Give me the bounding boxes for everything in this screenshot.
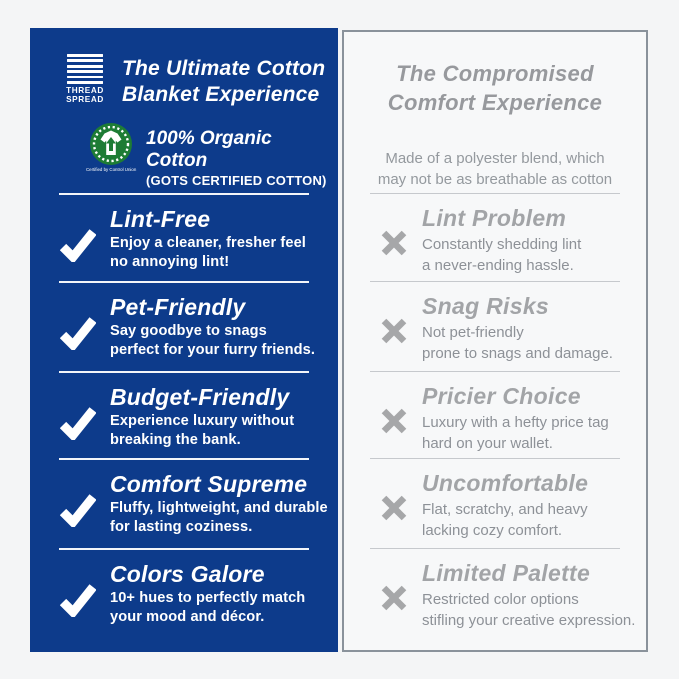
feature-body-line2: for lasting coziness. bbox=[110, 519, 253, 535]
drawback-section-snag-risks bbox=[344, 281, 646, 371]
feature-text bbox=[110, 292, 315, 360]
drawback-title: Lint Problem bbox=[422, 205, 567, 231]
organic-badge-row bbox=[88, 122, 338, 189]
gots-small-print: Certified by Control Union bbox=[86, 167, 137, 172]
drawback-row bbox=[344, 372, 646, 454]
feature-body-line1: Say goodbye to snags bbox=[110, 323, 267, 339]
checkmark-icon bbox=[60, 406, 96, 440]
drawback-text bbox=[422, 291, 613, 364]
gots-certified-subtitle: (GOTS CERTIFIED COTTON) bbox=[146, 173, 327, 188]
feature-text bbox=[110, 204, 306, 272]
feature-title: Comfort Supreme bbox=[110, 471, 308, 497]
thread-spread-logo bbox=[64, 54, 106, 104]
cotton-panel-header bbox=[30, 28, 338, 193]
icon-column bbox=[374, 468, 414, 541]
icon-column bbox=[374, 291, 414, 364]
cross-icon bbox=[380, 317, 408, 345]
drawback-body-line2: lacking cozy comfort. bbox=[422, 522, 563, 539]
feature-title: Pet-Friendly bbox=[110, 294, 246, 320]
drawback-text bbox=[422, 558, 635, 631]
drawback-body-line2: stifling your creative expression. bbox=[422, 612, 636, 629]
drawback-row bbox=[344, 194, 646, 276]
drawback-section-lint-problem bbox=[344, 193, 646, 281]
drawback-section-limited-palette bbox=[344, 548, 646, 650]
gots-seal-icon bbox=[89, 122, 133, 166]
cross-icon bbox=[380, 407, 408, 435]
drawbacks-title-line2: Comfort Experience bbox=[387, 90, 603, 115]
cotton-panel-title bbox=[122, 56, 325, 108]
drawbacks-subtitle-line1: Made of a polyester blend, which bbox=[385, 150, 605, 167]
checkmark-icon bbox=[60, 493, 96, 527]
feature-row bbox=[30, 373, 338, 450]
drawback-text bbox=[422, 381, 609, 454]
checkmark-icon bbox=[60, 316, 96, 350]
icon-column bbox=[374, 558, 414, 631]
feature-row bbox=[30, 195, 338, 272]
drawbacks-panel-subtitle bbox=[344, 148, 646, 190]
drawback-title: Limited Palette bbox=[422, 560, 591, 586]
feature-text bbox=[110, 469, 328, 537]
cotton-title-line2: Blanket Experience bbox=[122, 83, 320, 106]
drawbacks-panel-title bbox=[344, 59, 646, 117]
drawback-body-line1: Flat, scratchy, and heavy bbox=[422, 501, 588, 518]
checkmark-icon bbox=[60, 583, 96, 617]
drawback-title: Snag Risks bbox=[422, 293, 549, 319]
feature-body-line2: your mood and décor. bbox=[110, 609, 265, 625]
feature-body-line1: Experience luxury without bbox=[110, 413, 295, 429]
drawback-section-pricier-choice bbox=[344, 371, 646, 458]
brand-name-line1: THREAD bbox=[66, 85, 104, 95]
cross-icon bbox=[380, 229, 408, 257]
feature-row bbox=[30, 283, 338, 360]
cross-icon bbox=[380, 584, 408, 612]
icon-column bbox=[56, 292, 100, 360]
feature-body-line2: perfect for your furry friends. bbox=[110, 342, 316, 358]
cotton-title-line1: The Ultimate Cotton bbox=[122, 57, 326, 80]
feature-body-line1: Fluffy, lightweight, and durable bbox=[110, 500, 328, 516]
icon-column bbox=[374, 381, 414, 454]
drawback-body-line1: Not pet-friendly bbox=[422, 324, 524, 341]
brand-and-title-row bbox=[58, 54, 338, 108]
drawback-body-line1: Restricted color options bbox=[422, 591, 579, 608]
icon-column bbox=[56, 559, 100, 627]
feature-section-lint-free bbox=[30, 193, 338, 281]
brand-name-line2: SPREAD bbox=[66, 94, 104, 104]
drawbacks-subtitle-line2: may not be as breathable as cotton bbox=[377, 171, 613, 188]
brand-name bbox=[66, 86, 104, 104]
polyester-drawbacks-panel bbox=[342, 30, 648, 652]
drawback-row bbox=[344, 549, 646, 631]
drawback-text bbox=[422, 468, 588, 541]
drawbacks-title-line1: The Compromised bbox=[396, 61, 594, 86]
feature-row bbox=[30, 460, 338, 537]
stripes-logo-icon bbox=[67, 54, 103, 84]
feature-body-line2: no annoying lint! bbox=[110, 254, 230, 270]
gots-badge bbox=[86, 122, 137, 172]
drawback-text bbox=[422, 203, 581, 276]
organic-badge-text bbox=[146, 122, 338, 189]
drawback-body-line2: a never-ending hassle. bbox=[422, 257, 574, 274]
drawback-body-line1: Constantly shedding lint bbox=[422, 236, 582, 253]
cotton-benefits-panel bbox=[30, 28, 338, 652]
icon-column bbox=[56, 204, 100, 272]
drawback-title: Pricier Choice bbox=[422, 383, 581, 409]
checkmark-icon bbox=[60, 228, 96, 262]
feature-title: Lint-Free bbox=[110, 206, 211, 232]
drawback-body-line2: prone to snags and damage. bbox=[422, 345, 613, 362]
feature-body-line2: breaking the bank. bbox=[110, 432, 241, 448]
organic-cotton-title: 100% Organic Cotton bbox=[146, 128, 272, 171]
icon-column bbox=[56, 469, 100, 537]
drawback-title: Uncomfortable bbox=[422, 470, 589, 496]
drawback-section-uncomfortable bbox=[344, 458, 646, 548]
drawback-body-line1: Luxury with a hefty price tag bbox=[422, 414, 609, 431]
drawback-row bbox=[344, 459, 646, 541]
feature-section-comfort-supreme bbox=[30, 458, 338, 548]
drawback-row bbox=[344, 282, 646, 364]
drawback-body-line2: hard on your wallet. bbox=[422, 435, 553, 452]
feature-section-pet-friendly bbox=[30, 281, 338, 371]
feature-text bbox=[110, 559, 305, 627]
feature-title: Colors Galore bbox=[110, 561, 265, 587]
feature-body-line1: Enjoy a cleaner, fresher feel bbox=[110, 235, 306, 251]
feature-body-line1: 10+ hues to perfectly match bbox=[110, 590, 306, 606]
icon-column bbox=[56, 382, 100, 450]
cross-icon bbox=[380, 494, 408, 522]
feature-row bbox=[30, 550, 338, 627]
feature-text bbox=[110, 382, 294, 450]
icon-column bbox=[374, 203, 414, 276]
feature-title: Budget-Friendly bbox=[110, 384, 290, 410]
feature-section-colors-galore bbox=[30, 548, 338, 652]
drawbacks-panel-header bbox=[344, 32, 646, 193]
feature-section-budget-friendly bbox=[30, 371, 338, 458]
